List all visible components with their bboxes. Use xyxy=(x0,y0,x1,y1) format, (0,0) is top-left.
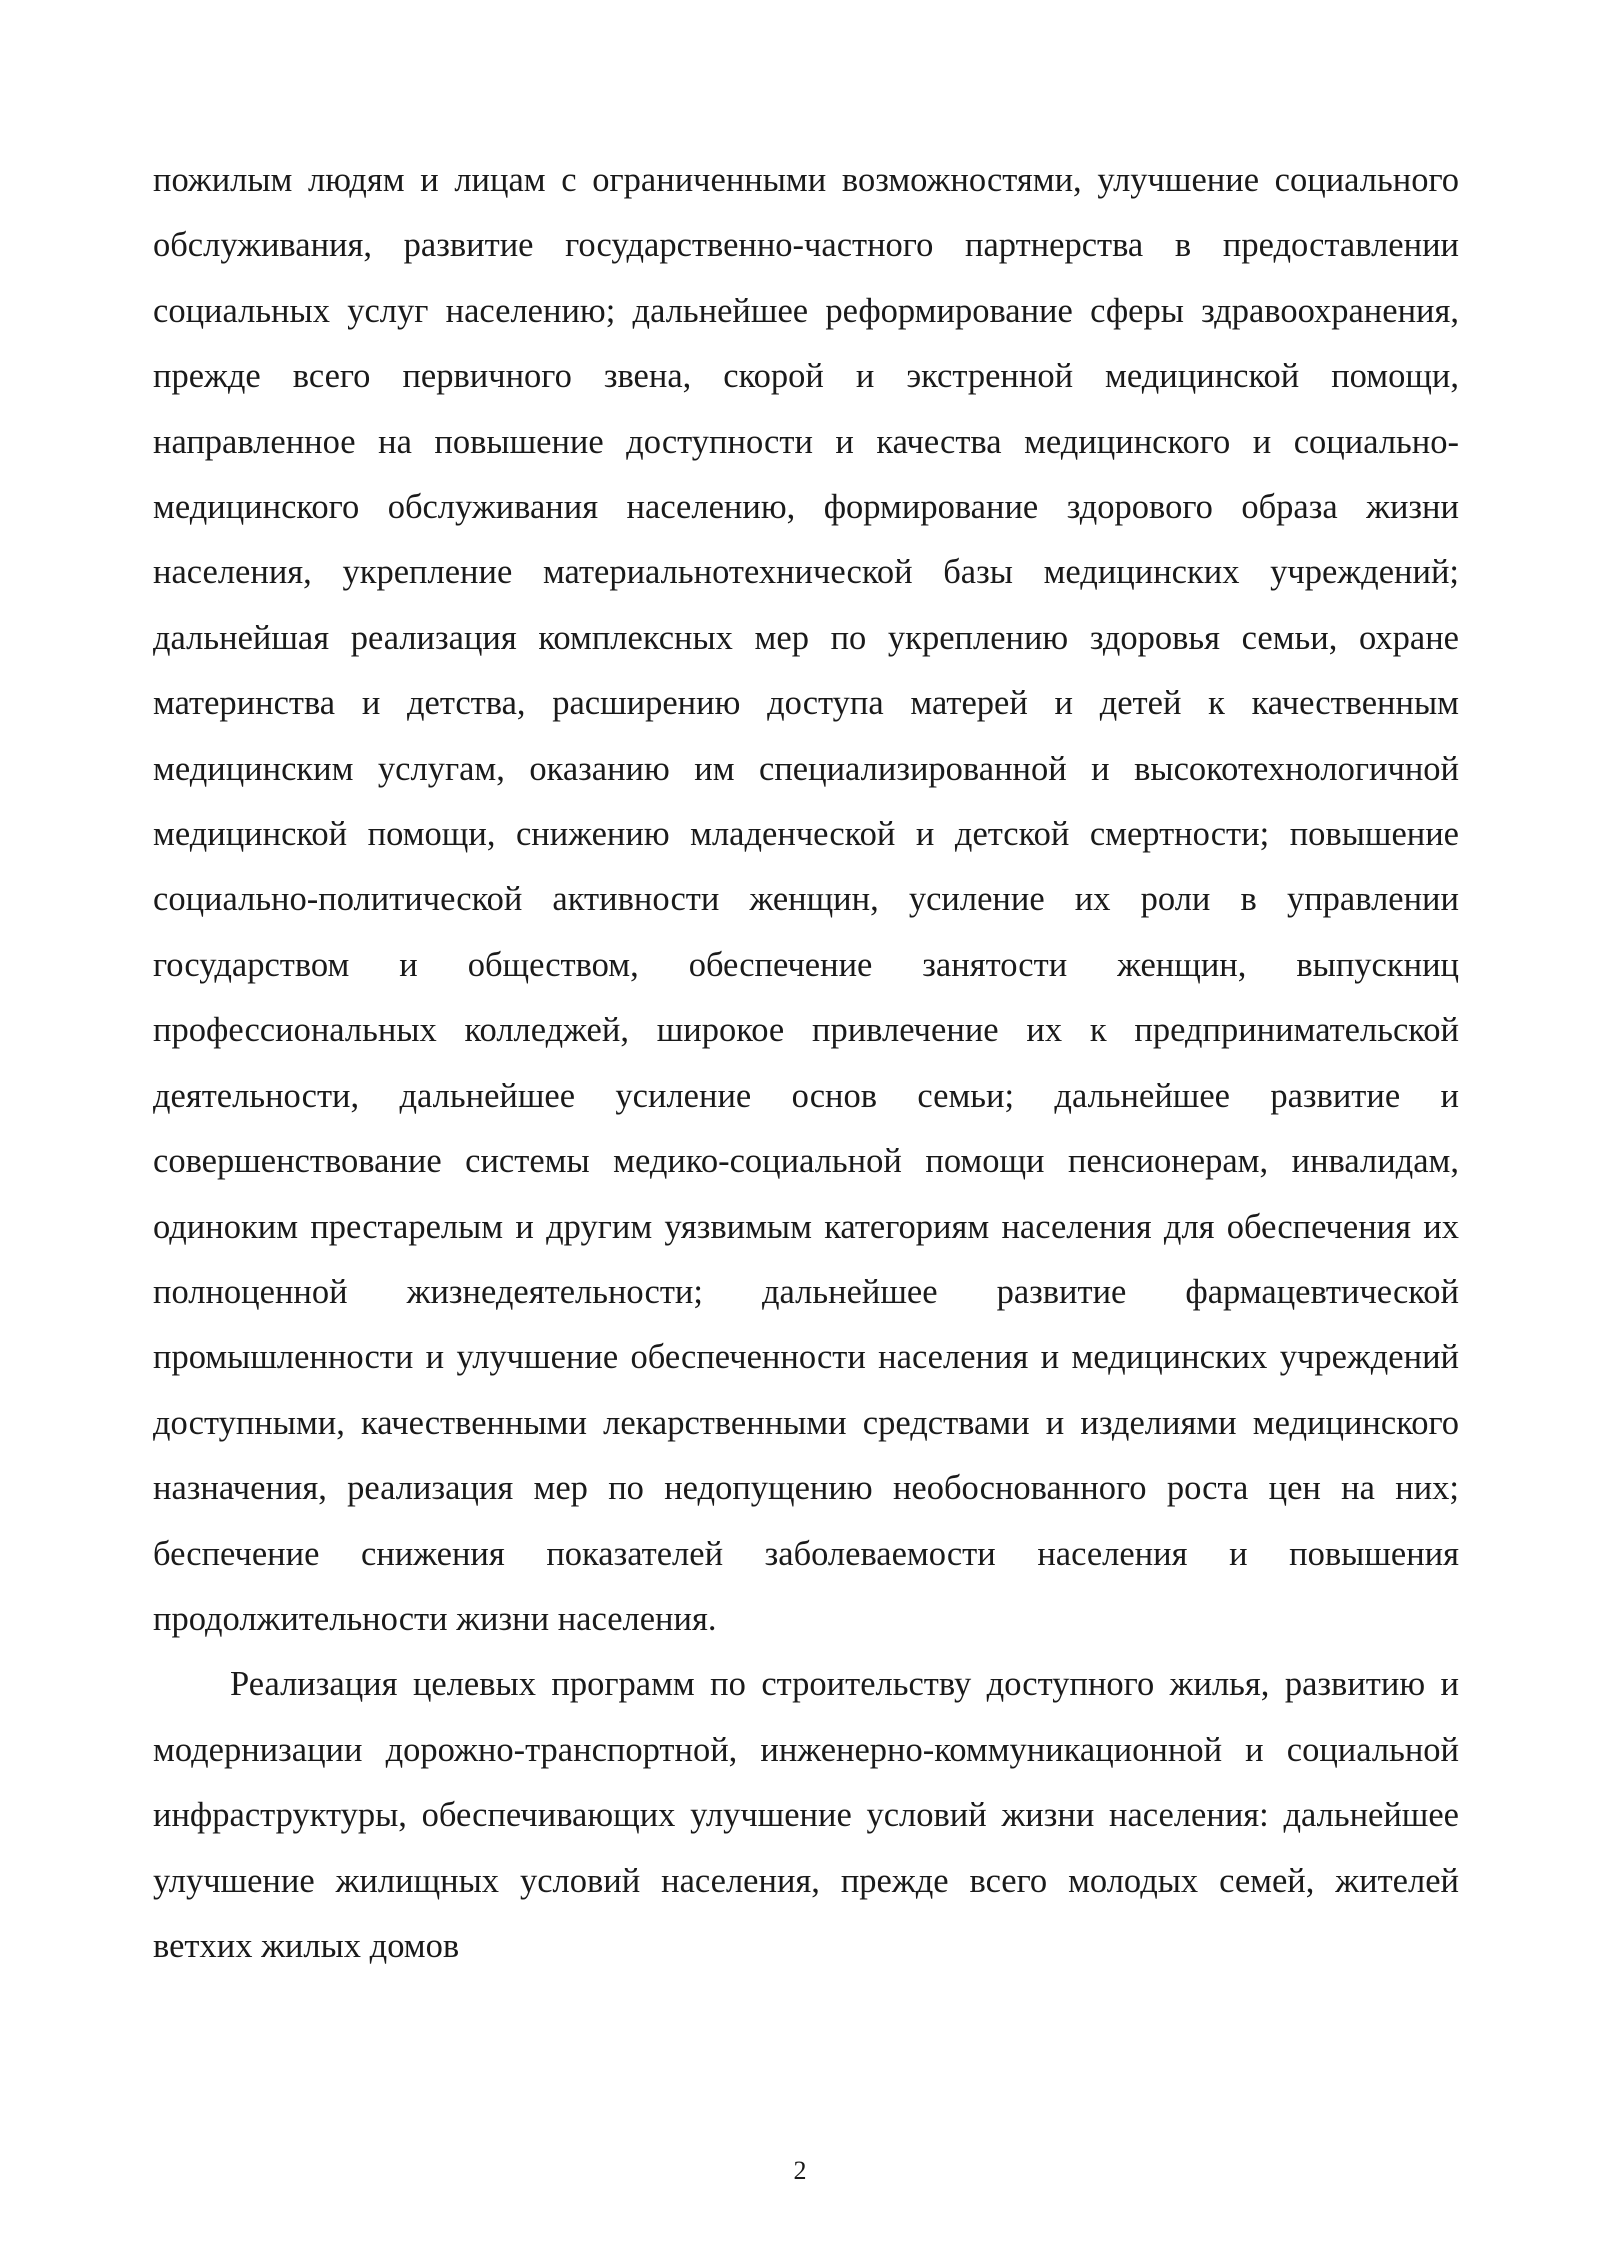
body-text xyxy=(153,148,1459,1979)
paragraph-continued: пожилым людям и лицам с ограниченными возможностями, улучшение социального обслуживания, развитие государственно-частного партнерства в предоставлении социальных услуг населению; дальнейшее реформирование сферы здравоохранения, прежде всего первичного звена, скорой и экстренной медицинской помощи, направленное на повышение доступности и качества медицинского и социально-медицинского обслуживания населению, формирование здорового образа жизни населения, укрепление материальнотехнической базы медицинских учреждений; дальнейшая реализация комплексных мер по укреплению здоровья семьи, охране материнства и детства, расширению доступа матерей и детей к качественным медицинским услугам, оказанию им специализированной и высокотехнологичной медицинской помощи, снижению младенческой и детской смертности; повышение социально-политической активности женщин, усиление их роли в управлении государством и обществом, обеспечение занятости женщин, выпускниц профессиональных колледжей, широкое привлечение их к предпринимательской деятельности, дальнейшее усиление основ семьи; дальнейшее развитие и совершенствование системы медико-социальной помощи пенсионерам, инвалидам, одиноким престарелым и другим уязвимым категориям населения для обеспечения их полноценной жизнедеятельности; дальнейшее развитие фармацевтической промышленности и улучшение обеспеченности населения и медицинских учреждений доступными, качественными лекарственными средствами и изделиями медицинского назначения, реализация мер по недопущению необоснованного роста цен на них; беспечение снижения показателей заболеваемости населения и повышения продолжительности жизни населения. xyxy=(153,161,1459,1638)
paragraph-housing-programs: Реализация целевых программ по строительству доступного жилья, развитию и модернизации дорожно-транспортной, инженерно-коммуникационной и социальной инфраструктуры, обеспечивающих улучшение условий жизни населения: дальнейшее улучшение жилищных условий населения, прежде всего молодых семей, жителей ветхих жилых домов xyxy=(153,1665,1459,1965)
page-number: 2 xyxy=(793,2156,807,2185)
